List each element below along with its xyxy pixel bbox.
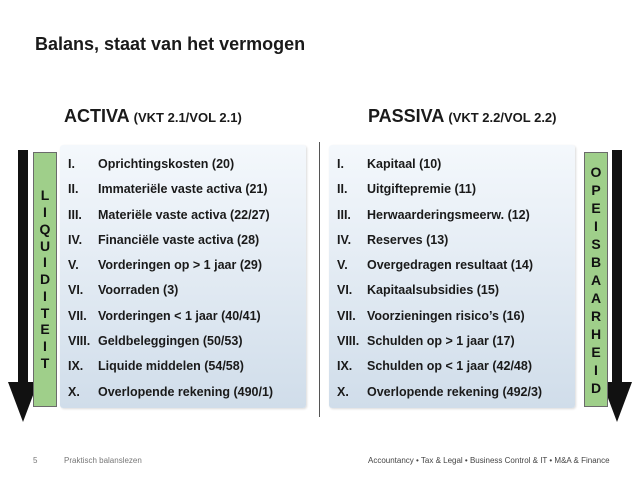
item-label: Overlopende rekening (490/1): [98, 384, 274, 399]
item-number: VII.: [68, 308, 87, 323]
side-letter: D: [39, 271, 51, 288]
item-number: III.: [68, 207, 82, 222]
side-letter: R: [590, 307, 602, 324]
list-item: [68, 359, 302, 384]
item-label: Vorderingen op > 1 jaar (29): [98, 258, 263, 273]
side-letter: T: [40, 304, 50, 321]
side-letter: I: [594, 361, 598, 378]
side-letter: E: [40, 321, 50, 338]
item-label: Materiële vaste activa (22/27): [98, 207, 270, 222]
side-letter: A: [590, 271, 602, 288]
list-item: [68, 157, 302, 182]
activa-list: [68, 157, 302, 410]
list-item: [337, 157, 571, 182]
item-label: Oprichtingskosten (20): [98, 157, 235, 171]
list-item: [68, 233, 302, 258]
list-item: [68, 283, 302, 308]
side-letter: E: [591, 199, 601, 216]
passiva-heading: [368, 106, 557, 127]
item-number: IV.: [337, 232, 352, 247]
slide-title: Balans, staat van het vermogen: [35, 34, 306, 54]
side-letter: I: [43, 203, 47, 220]
passiva-list: [337, 157, 571, 410]
liquiditeit-label-box: [33, 152, 57, 407]
item-label: Vorderingen < 1 jaar (40/41): [98, 308, 261, 323]
side-letter: P: [591, 181, 601, 198]
side-letter: I: [43, 287, 47, 304]
item-label: Kapitaal (10): [367, 157, 442, 171]
item-label: Voorraden (3): [98, 283, 179, 298]
passiva-heading-label: PASSIVA: [368, 106, 445, 126]
company-tagline: Accountancy • Tax & Legal • Business Control & IT • M&A & Finance: [368, 456, 610, 465]
list-item: [337, 309, 571, 334]
activa-heading: [64, 106, 242, 127]
item-number: VIII.: [337, 334, 360, 349]
side-letter: I: [43, 254, 47, 271]
side-letter: L: [40, 187, 50, 204]
item-number: IX.: [337, 359, 353, 374]
item-number: II.: [68, 182, 79, 197]
item-label: Reserves (13): [367, 232, 449, 247]
item-number: IV.: [68, 232, 83, 247]
item-number: VIII.: [68, 334, 91, 349]
list-item: [337, 334, 571, 359]
opeisbaarheid-label-box: [584, 152, 608, 407]
item-number: I.: [68, 157, 75, 171]
item-label: Voorzieningen risico’s (16): [367, 308, 525, 323]
item-number: VI.: [337, 283, 353, 298]
item-number: V.: [337, 258, 348, 273]
side-letter: B: [590, 253, 602, 270]
item-number: II.: [337, 182, 348, 197]
list-item: [68, 385, 302, 410]
item-label: Kapitaalsubsidies (15): [367, 283, 499, 298]
activa-heading-label: ACTIVA: [64, 106, 130, 126]
passiva-panel: [329, 145, 575, 408]
side-letter: A: [590, 289, 602, 306]
list-item: [337, 208, 571, 233]
list-item: [337, 359, 571, 384]
item-label: Liquide middelen (54/58): [98, 359, 244, 374]
side-letter: Q: [39, 220, 51, 237]
side-letter: S: [591, 235, 601, 252]
column-divider: [319, 142, 320, 417]
page-number: 5: [33, 456, 38, 465]
list-item: [337, 233, 571, 258]
item-number: VII.: [337, 308, 356, 323]
item-number: III.: [337, 207, 351, 222]
slide-footer: [0, 452, 638, 472]
side-letter: O: [590, 163, 602, 180]
side-letter: I: [43, 338, 47, 355]
item-number: IX.: [68, 359, 84, 374]
item-number: X.: [68, 384, 80, 399]
item-number: X.: [337, 384, 349, 399]
side-letter: D: [590, 379, 602, 396]
side-letter: T: [40, 355, 50, 372]
item-label: Uitgiftepremie (11): [367, 182, 477, 197]
activa-panel: [60, 145, 306, 408]
item-label: Financiële vaste activa (28): [98, 232, 260, 247]
list-item: [68, 309, 302, 334]
list-item: [68, 334, 302, 359]
item-label: Overgedragen resultaat (14): [367, 258, 534, 273]
list-item: [337, 385, 571, 410]
activa-heading-ref: (VKT 2.1/VOL 2.1): [133, 110, 242, 125]
item-number: V.: [68, 258, 79, 273]
side-letter: U: [39, 237, 51, 254]
item-label: Overlopende rekening (492/3): [367, 384, 543, 399]
list-item: [337, 182, 571, 207]
item-number: VI.: [68, 283, 84, 298]
list-item: [337, 258, 571, 283]
list-item: [337, 283, 571, 308]
passiva-heading-ref: (VKT 2.2/VOL 2.2): [448, 110, 557, 125]
list-item: [68, 208, 302, 233]
item-label: Immateriële vaste activa (21): [98, 182, 268, 197]
list-item: [68, 182, 302, 207]
side-letter: H: [590, 325, 602, 342]
list-item: [68, 258, 302, 283]
item-label: Schulden op > 1 jaar (17): [367, 334, 515, 349]
item-label: Herwaarderingsmeerw. (12): [367, 207, 530, 222]
side-letter: E: [591, 343, 601, 360]
item-label: Geldbeleggingen (50/53): [98, 334, 243, 349]
side-letter: I: [594, 217, 598, 234]
item-number: I.: [337, 157, 344, 171]
item-label: Schulden op < 1 jaar (42/48): [367, 359, 532, 374]
presentation-label: Praktisch balanslezen: [64, 456, 142, 465]
